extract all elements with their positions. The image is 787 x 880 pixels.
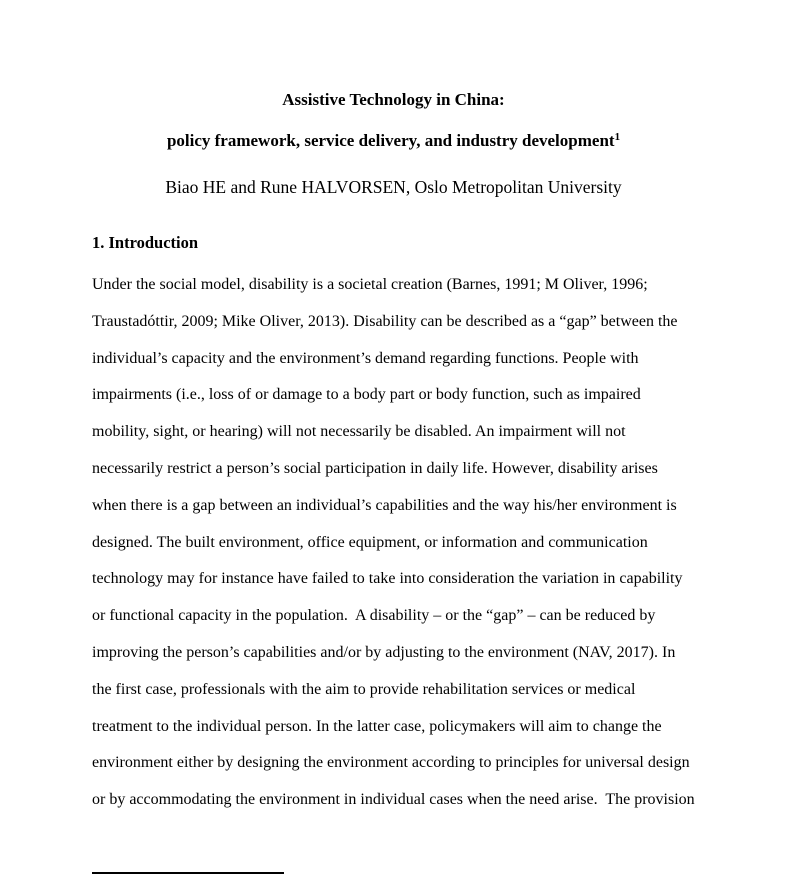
body-line: treatment to the individual person. In the latter case, policymakers will aim to change the (92, 717, 662, 735)
paper-title-line-2-text: policy framework, service delivery, and industry development (166, 131, 615, 150)
introduction-paragraph (92, 267, 732, 819)
body-line: impairments (i.e., loss of or damage to a body part or body function, such as impaired (92, 386, 641, 404)
footnote-marker: 1 (614, 131, 621, 143)
body-line: environment either by designing the environment according to principles for universal design (92, 754, 690, 772)
body-line: Under the social model, disability is a societal creation (Barnes, 1991; M Oliver, 1996; (92, 276, 648, 293)
paper-title-line-2 (0, 131, 787, 153)
body-line: mobility, sight, or hearing) will not necessarily be disabled. An impairment will not (92, 423, 626, 441)
body-line: or by accommodating the environment in individual cases when the need arise. The provision (92, 791, 695, 809)
section-heading-introduction: 1. Introduction (92, 233, 199, 252)
body-line: improving the person’s capabilities and/or by adjusting to the environment (NAV, 2017). In (92, 643, 676, 661)
body-line: necessarily restrict a person’s social participation in daily life. However, disability arises (92, 459, 658, 477)
body-line: technology may for instance have failed to take into consideration the variation in capability (92, 570, 683, 588)
body-line: or functional capacity in the population. A disability – or the “gap” – can be reduced by (92, 607, 656, 625)
body-line: Traustadóttir, 2009; Mike Oliver, 2013). Disability can be described as a “gap” between the (92, 312, 678, 330)
footnote-separator-rule (92, 872, 284, 874)
body-line: when there is a gap between an individual’s capabilities and the way his/her environment is (92, 496, 677, 514)
authors-line: Biao HE and Rune HALVORSEN, Oslo Metropolitan University (165, 177, 622, 197)
body-line: individual’s capacity and the environment’s demand regarding functions. People with (92, 349, 639, 367)
body-line: the first case, professionals with the aim to provide rehabilitation services or medical (92, 680, 636, 698)
body-line: designed. The built environment, office equipment, or information and communication (92, 533, 648, 551)
paper-title-line-1: Assistive Technology in China: (282, 90, 505, 109)
